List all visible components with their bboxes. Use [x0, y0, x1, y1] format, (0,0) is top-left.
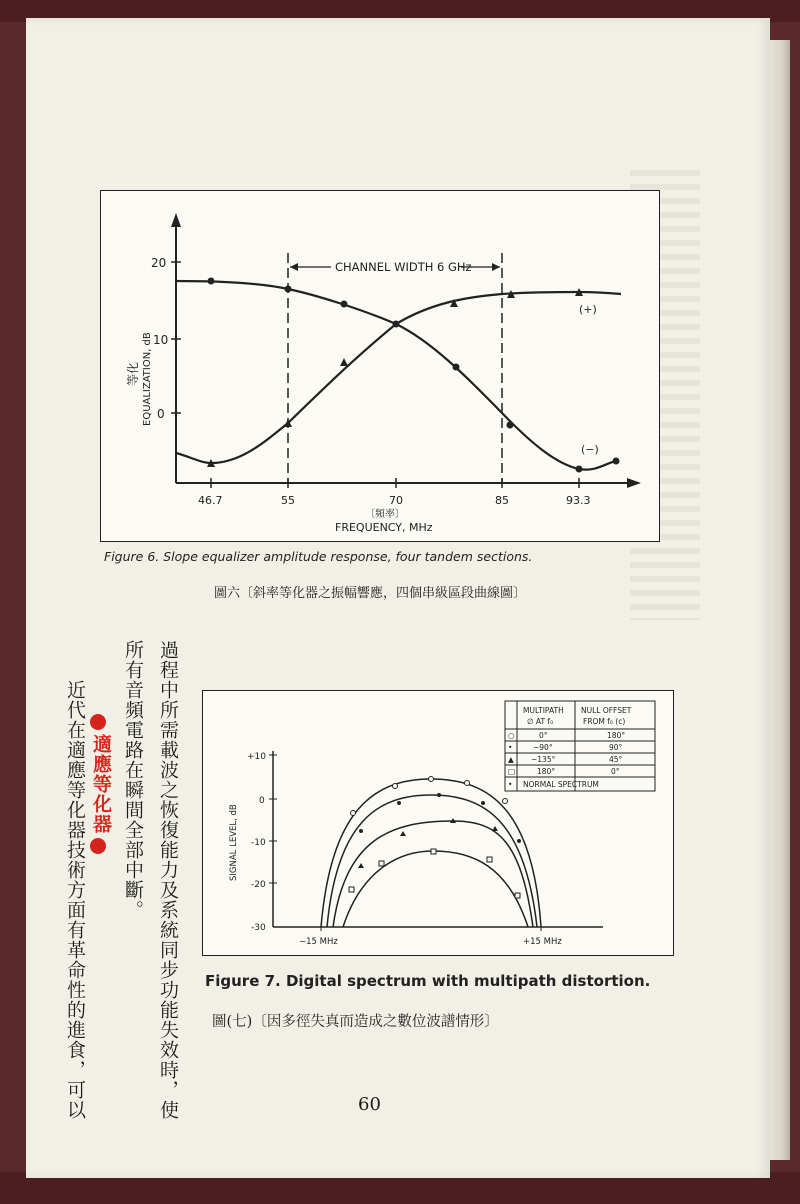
legend-offset: 180° [607, 731, 626, 740]
data-point [613, 458, 620, 465]
x-label: FREQUENCY, MHz [335, 521, 433, 534]
data-point [453, 364, 460, 371]
figure-7 [202, 690, 674, 956]
legend-multipath: −135° [531, 755, 556, 764]
curve-plus-to-minus [176, 281, 616, 470]
heading-bullet-icon [90, 838, 106, 854]
minus-label: (−) [581, 443, 599, 456]
y-tick-minus10: -10 [251, 838, 266, 848]
legend-multipath: −90° [533, 743, 553, 752]
legend-header-phase: ∅ AT f₀ [527, 717, 554, 726]
x-tick-85: 85 [495, 494, 509, 507]
x-axis-arrow [627, 478, 641, 488]
legend-offset: 90° [609, 743, 623, 752]
legend-symbol: □ [508, 767, 516, 776]
legend-symbol: ▲ [508, 755, 514, 764]
x-label-left: −15 MHz [299, 937, 338, 947]
data-point [507, 422, 514, 429]
legend-symbol: • [508, 780, 513, 789]
channel-width-label: CHANNEL WIDTH 6 GHz [335, 260, 472, 274]
y-label-zh: 等化 [126, 361, 140, 386]
y-label: SIGNAL LEVEL, dB [229, 804, 239, 881]
legend-multipath: 180° [537, 767, 556, 776]
page-number: 60 [358, 1094, 381, 1115]
body-text-column-2: 所有音頻電路在瞬間全部中斷。 [122, 640, 144, 920]
data-point-triangle [340, 358, 348, 366]
body-text-column-1: 過程中所需載波之恢復能力及系統同步功能失效時，使 [157, 640, 179, 1120]
y-tick-plus10: +10 [247, 752, 266, 762]
y-tick-minus30: -30 [251, 923, 266, 933]
curve-minus-to-plus [176, 292, 621, 463]
figure-6 [100, 190, 660, 542]
figure-6-caption-en: Figure 6. Slope equalizer amplitude response, four tandem sections. [104, 549, 533, 564]
plus-label: (+) [579, 303, 597, 316]
data-point [576, 466, 583, 473]
figure-7-caption-en: Figure 7. Digital spectrum with multipath distortion. [205, 972, 651, 990]
x-tick-93-3: 93.3 [566, 494, 591, 507]
x-tick-55: 55 [281, 494, 295, 507]
spectrum-minus90deg [327, 795, 537, 927]
legend-offset: 0° [611, 767, 620, 776]
data-point [393, 321, 400, 328]
x-tick-70: 70 [389, 494, 403, 507]
section-heading: 適應等化器 [90, 734, 112, 834]
data-point [208, 278, 215, 285]
legend-header-from-f0: FROM f₀ (c) [583, 717, 626, 726]
legend-symbol: • [508, 743, 513, 752]
legend-offset: 45° [609, 755, 623, 764]
y-tick-minus20: -20 [251, 880, 266, 890]
figure-7-chart [203, 691, 673, 955]
data-point [285, 286, 292, 293]
body-text-column-3: 近代在適應等化器技術方面有革命性的進食，可以 [64, 680, 86, 1120]
x-label-right: +15 MHz [523, 937, 562, 947]
spectrum-180deg [343, 851, 528, 927]
spectrum-minus135deg [333, 821, 533, 927]
figure-6-chart [101, 191, 659, 541]
y-tick-0: 0 [259, 796, 265, 806]
x-tick-46-7: 46.7 [198, 494, 223, 507]
figure-6-caption-zh: 圖六〔斜率等化器之振幅響應，四個串級區段曲線圖〕 [214, 586, 527, 601]
x-label-zh: 〔頻率〕 [365, 509, 405, 520]
y-label: EQUALIZATION, dB [142, 332, 153, 426]
y-tick-0: 0 [157, 407, 165, 421]
y-axis-arrow [171, 213, 181, 227]
figure-7-caption-zh: 圖(七)〔因多徑失真而造成之數位波譜情形〕 [212, 1014, 499, 1030]
legend-symbol: ○ [508, 731, 515, 740]
legend-header-multipath: MULTIPATH [523, 706, 564, 715]
legend-header-null-offset: NULL OFFSET [581, 706, 632, 715]
y-tick-20: 20 [151, 256, 167, 270]
data-point [341, 301, 348, 308]
legend-multipath: 0° [539, 731, 548, 740]
figure-7-legend [505, 701, 655, 791]
heading-bullet-icon [90, 714, 106, 730]
page-stack-edge [770, 40, 790, 1160]
y-tick-10: 10 [153, 333, 169, 347]
legend-normal-spectrum: NORMAL SPECTRUM [523, 780, 599, 789]
